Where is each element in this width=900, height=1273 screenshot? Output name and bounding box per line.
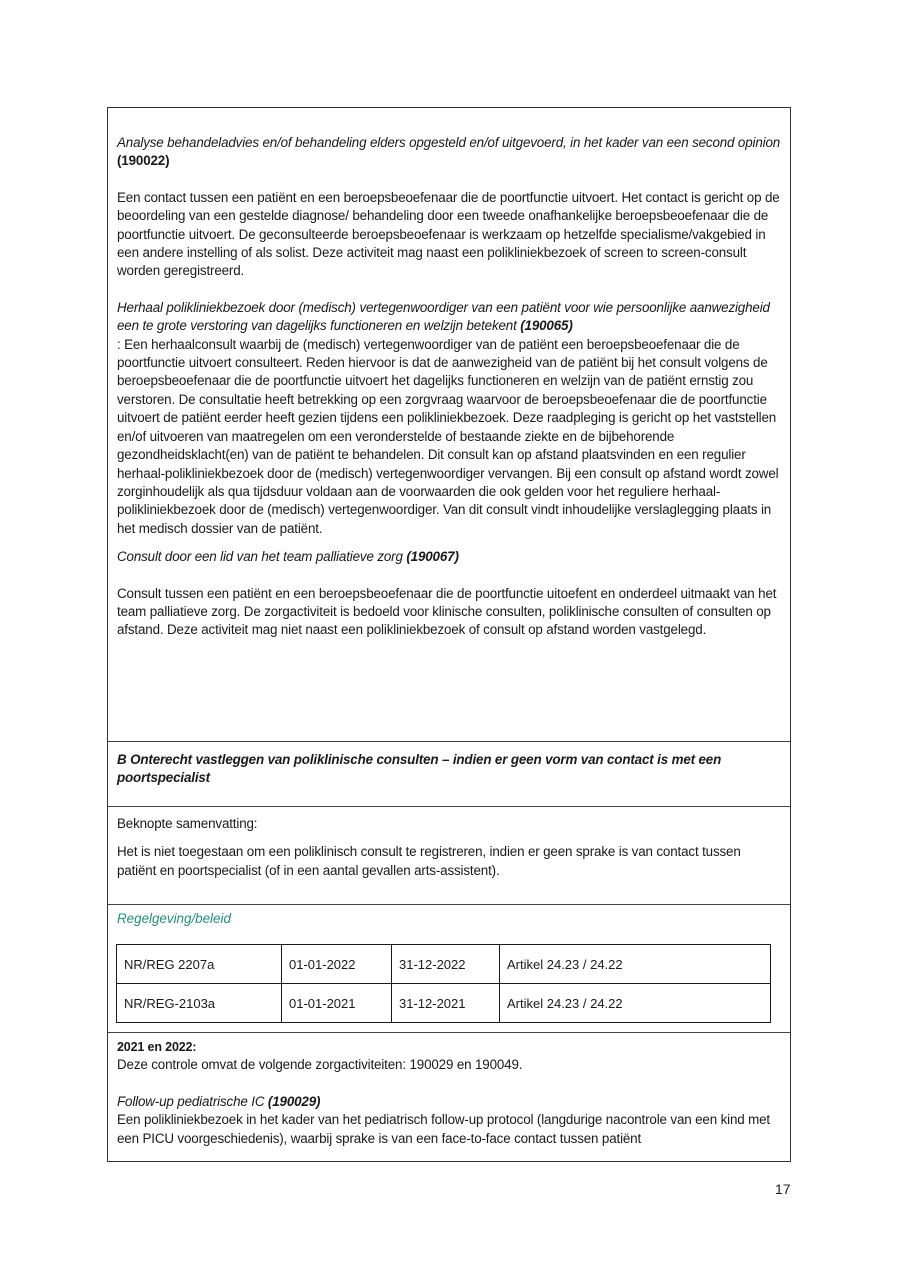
table-row xyxy=(117,945,771,984)
article: Artikel 24.23 / 24.22 xyxy=(500,945,771,984)
summary-section xyxy=(108,807,790,905)
end-date: 31-12-2021 xyxy=(392,984,500,1023)
activity-190029-title: Follow-up pediatrische IC (190029) xyxy=(117,1093,321,1109)
content-frame xyxy=(107,107,791,1162)
years-label: 2021 en 2022: xyxy=(117,1040,197,1054)
activity-190065-title: Herhaal polikliniekbezoek door (medisch) vertegenwoordiger van een patiënt voor wie persoonlijke aanwezigheid een te grote verstoring van dagelijks functioneren en welzijn betekent (190065) xyxy=(117,299,770,334)
article: Artikel 24.23 / 24.22 xyxy=(500,984,771,1023)
activity-190067-description: Consult tussen een patiënt en een beroepsbeoefenaar die de poortfunctie uitoefent en onderdeel uitmaakt van het team palliatieve zorg. De zorgactiviteit is bedoeld voor klinische consulten, poliklinische consulten of consulten op afstand. Deze activiteit mag niet naast een polikliniekbezoek of consult op afstand worden vastgelegd. xyxy=(117,585,777,638)
regulation-section xyxy=(108,905,790,1033)
regulation-id: NR/REG-2103a xyxy=(117,984,282,1023)
summary-text: Het is niet toegestaan om een poliklinisch consult te registreren, indien er geen sprake is van contact tussen patiënt en poortspecialist (of in een aantal gevallen arts-assistent). xyxy=(117,844,741,878)
activity-190029-description: Een polikliniekbezoek in het kader van het pediatrisch follow-up protocol (langdurige nacontrole van een kind met een PICU voorgeschiedenis), waarbij sprake is van een face-to-face contact tussen patiënt xyxy=(117,1112,770,1146)
activity-descriptions-section xyxy=(108,108,790,742)
control-scope-section xyxy=(108,1033,790,1161)
end-date: 31-12-2022 xyxy=(392,945,500,984)
regulation-table xyxy=(116,944,771,1023)
activity-190022-description: Een contact tussen een patiënt en een beroepsbeoefenaar die de poortfunctie uitvoert. Het contact is gericht op de beoordeling van een gestelde diagnose/ behandeling door een tweede onafhankelijke beroepsbeoefenaar die de poortfunctie uitvoert. De geconsulteerde beroepsbeoefenaar is werkzaam op hetzelfde specialisme/vakgebied in een andere instelling of als solist. Deze activiteit mag naast een polikliniekbezoek of screen to screen-consult worden geregistreerd. xyxy=(117,189,780,279)
start-date: 01-01-2022 xyxy=(282,945,392,984)
start-date: 01-01-2021 xyxy=(282,984,392,1023)
summary-label: Beknopte samenvatting: xyxy=(117,816,258,831)
table-row xyxy=(117,984,771,1023)
page-number: 17 xyxy=(775,1181,791,1197)
activity-190022-title: Analyse behandeladvies en/of behandeling elders opgesteld en/of uitgevoerd, in het kader van een second opinion (190022) xyxy=(117,135,781,169)
regulation-heading: Regelgeving/beleid xyxy=(117,911,231,926)
regulation-id: NR/REG 2207a xyxy=(117,945,282,984)
section-b-heading-row xyxy=(108,742,790,807)
activity-190065-description: : Een herhaalconsult waarbij de (medisch) vertegenwoordiger van de patiënt een beroepsbeoefenaar die de poortfunctie uitvoert consulteert. Reden hiervoor is dat de aanwezigheid van de patiënt bij het consult volgens de beroepsbeoefenaar die de poortfunctie uitvoert het dagelijks functioneren en welzijn van de patiënt ernstig zou verstoren. De consultatie heeft betrekking op een zorgvraag waarvoor de beroepsbeoefenaar die de poortfunctie uitvoert de patiënt eerder heeft gezien tijdens een polikliniekbezoek. Deze raadpleging is gericht op het vaststellen en/of uitvoeren van maatregelen om een veronderstelde of bestaande ziekte en de bijbehorende gezondheidsklacht(en) van de patiënt te behandelen. Dit consult kan op afstand plaatsvinden en een regulier herhaal-polikliniekbezoek door de (medisch) vertegenwoordiger vervangen. Bij een consult op afstand wordt zowel zorginhoudelijk als qua tijdsduur voldaan aan de voorwaarden die ook gelden voor het reguliere herhaal-polikliniekbezoek door de (medisch) vertegenwoordiger. Van dit consult vindt inhoudelijke verslaglegging plaats in het medisch dossier van de patiënt. xyxy=(117,336,779,536)
activity-190067-title: Consult door een lid van het team palliatieve zorg (190067) xyxy=(117,549,459,565)
control-scope-text: Deze controle omvat de volgende zorgactiviteiten: 190029 en 190049. xyxy=(117,1057,523,1073)
section-b-heading: B Onterecht vastleggen van poliklinische consulten – indien er geen vorm van contact is met een poortspecialist xyxy=(117,752,722,786)
